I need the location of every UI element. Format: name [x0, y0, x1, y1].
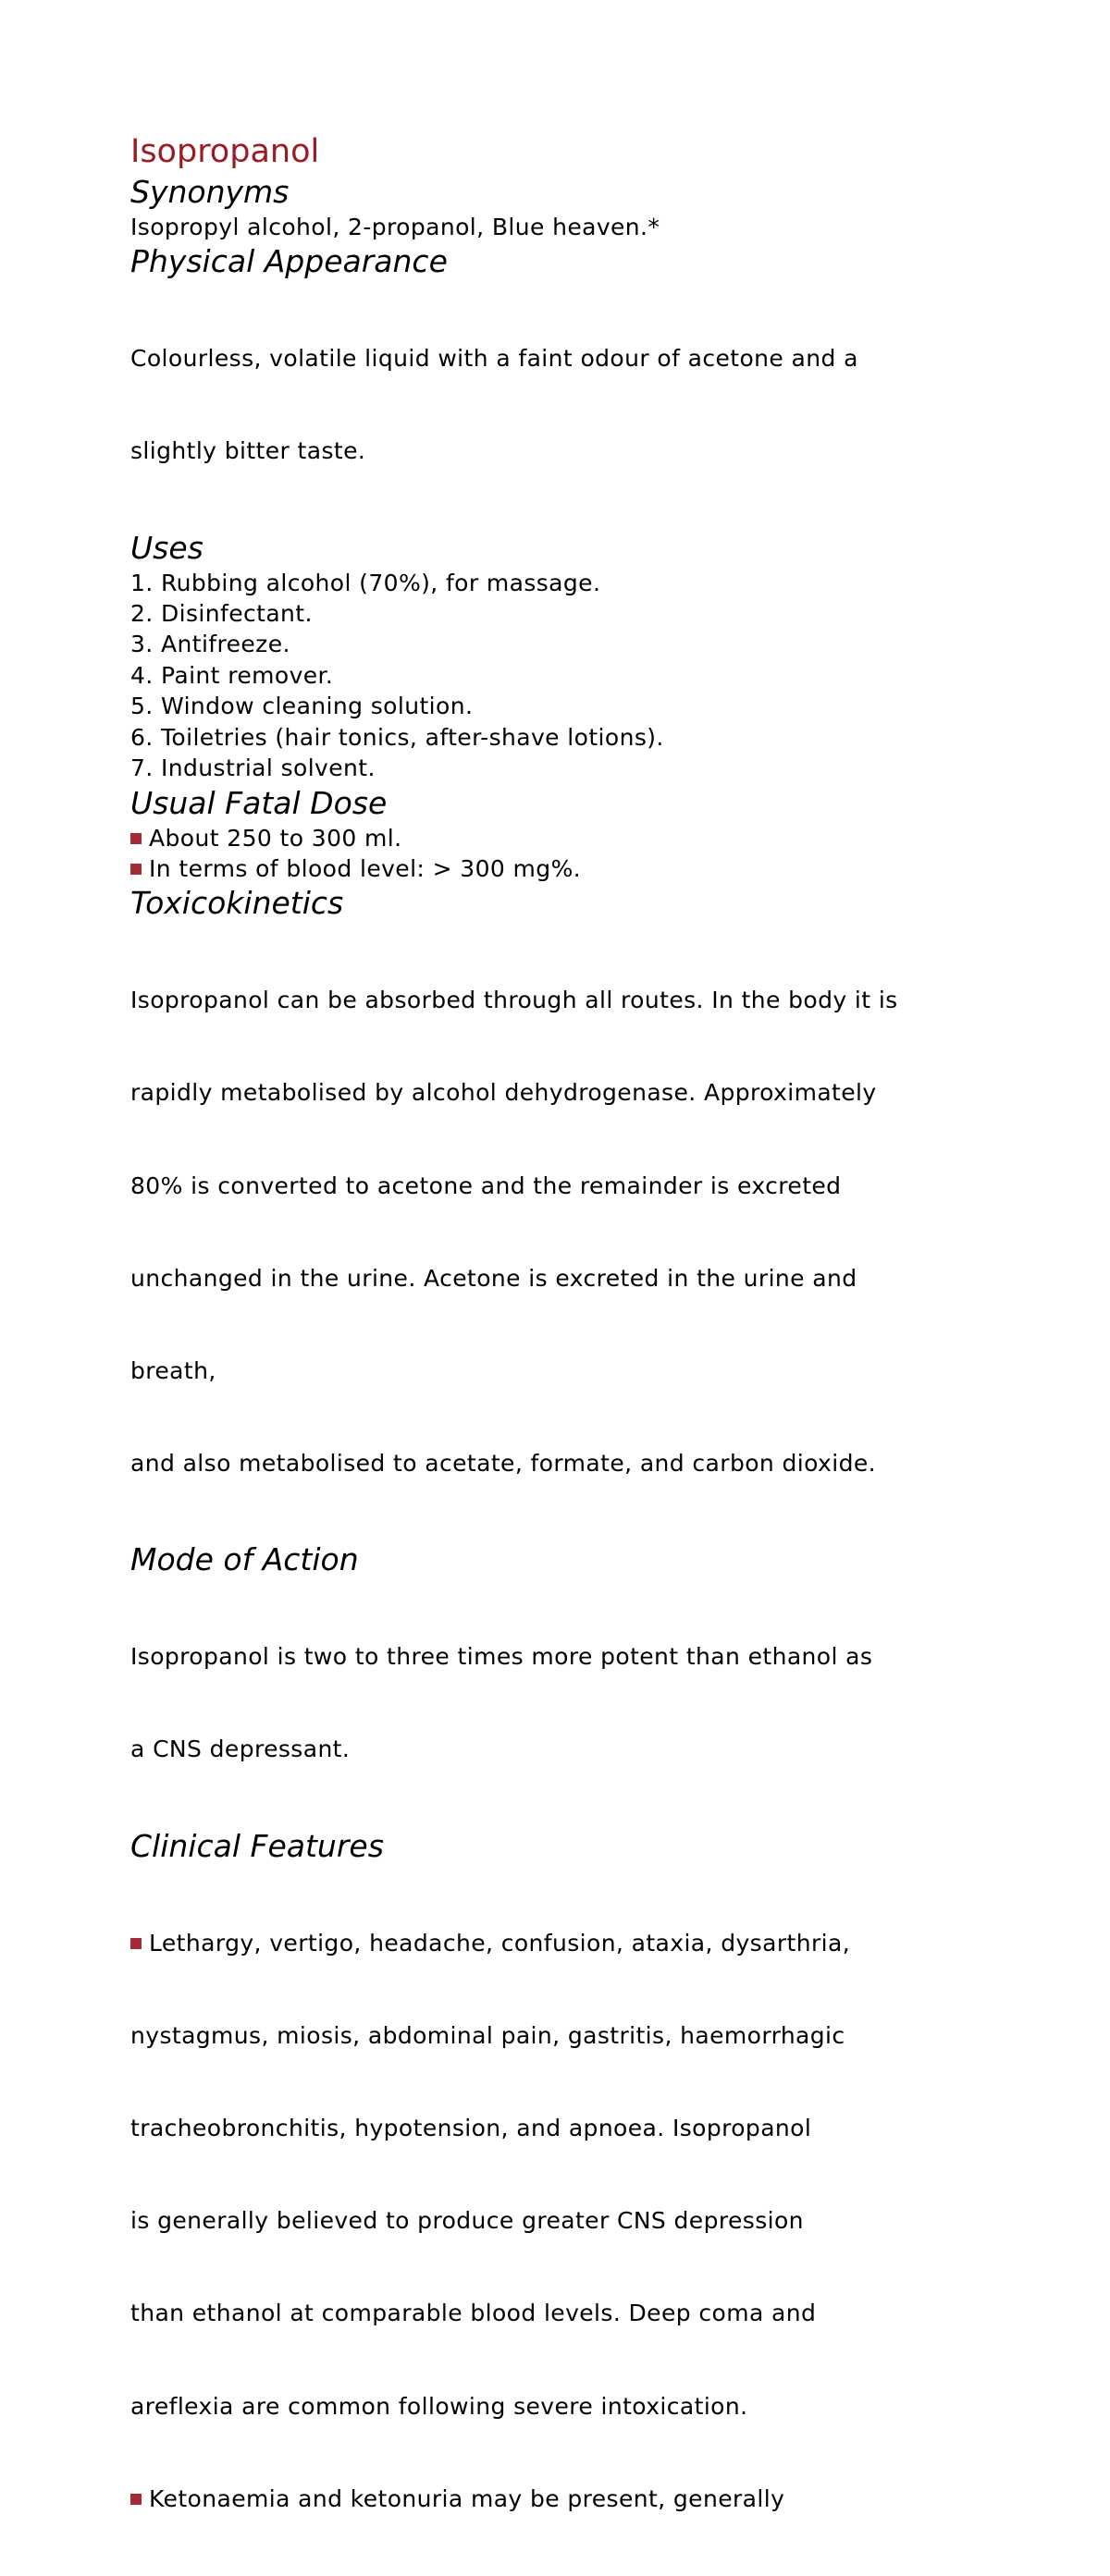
text-line: than ethanol at comparable blood levels. Deep coma and — [130, 2300, 817, 2327]
square-bullet-icon — [130, 1938, 142, 1949]
text-line: areflexia are common following severe intoxication. — [130, 2392, 748, 2420]
physical-appearance-text — [130, 281, 1055, 528]
text-line: nystagmus, miosis, abdominal pain, gastritis, haemorrhagic — [130, 2021, 845, 2049]
text-line: tracheobronchitis, hypotension, and apnoea. Isopropanol — [130, 2114, 812, 2141]
toxicokinetics-text — [130, 923, 1055, 1540]
uses-item: 6. Toiletries (hair tonics, after-shave lotions). — [130, 723, 664, 751]
synonyms-heading: Synonyms — [130, 174, 290, 210]
uses-item: 4. Paint remover. — [130, 661, 334, 689]
fatal-dose-list — [130, 823, 1055, 885]
text-line: Isopropanol can be absorbed through all routes. In the body it is — [130, 987, 898, 1014]
mode-of-action-text — [130, 1579, 1055, 1826]
synonyms-text: Isopropyl alcohol, 2-propanol, Blue heaven.* — [130, 214, 660, 240]
text-line: rapidly metabolised by alcohol dehydrogenase. Approximately — [130, 1079, 877, 1107]
uses-item: 5. Window cleaning solution. — [130, 693, 474, 720]
square-bullet-icon — [130, 2494, 142, 2505]
document-title: Isopropanol — [130, 133, 320, 170]
fatal-dose-item — [130, 853, 1055, 884]
text-line: Colourless, volatile liquid with a faint odour of acetone and a — [130, 345, 858, 373]
square-bullet-icon — [130, 833, 142, 844]
text-line: is generally believed to produce greater CNS depression — [130, 2207, 804, 2235]
clinical-feature-text: Ketonaemia and ketonuria may be present, generally — [149, 2484, 785, 2512]
clinical-features-text — [130, 1866, 1055, 2576]
text-line: a CNS depressant. — [130, 1736, 351, 1763]
text-line: breath, — [130, 1357, 216, 1384]
text-line: slightly bitter taste. — [130, 437, 366, 465]
uses-heading: Uses — [130, 529, 204, 566]
text-line — [130, 2484, 1055, 2514]
clinical-features-heading: Clinical Features — [130, 1827, 384, 1864]
text-line: and also metabolised to acetate, formate, and carbon dioxide. — [130, 1450, 876, 1478]
uses-item: 2. Disinfectant. — [130, 600, 313, 628]
text-line — [130, 1928, 1055, 1958]
document-page — [130, 130, 1055, 2576]
uses-item: 7. Industrial solvent. — [130, 754, 376, 782]
mode-of-action-heading: Mode of Action — [130, 1541, 359, 1578]
text-line: 80% is converted to acetone and the remainder is excreted — [130, 1171, 842, 1199]
usual-fatal-dose-heading: Usual Fatal Dose — [130, 784, 388, 821]
fatal-dose-text: In terms of blood level: > 300 mg%. — [149, 854, 582, 882]
fatal-dose-item — [130, 823, 1055, 853]
uses-list — [130, 568, 1055, 784]
text-line: Isopropanol is two to three times more potent than ethanol as — [130, 1643, 873, 1671]
clinical-feature-text: Lethargy, vertigo, headache, confusion, ataxia, dysarthria, — [149, 1929, 851, 1957]
uses-item: 1. Rubbing alcohol (70%), for massage. — [130, 569, 601, 596]
text-line: unchanged in the urine. Acetone is excreted in the urine and — [130, 1264, 857, 1292]
square-bullet-icon — [130, 864, 142, 875]
physical-appearance-heading: Physical Appearance — [130, 243, 448, 280]
toxicokinetics-heading: Toxicokinetics — [130, 885, 344, 922]
fatal-dose-text: About 250 to 300 ml. — [149, 824, 402, 852]
uses-item: 3. Antifreeze. — [130, 631, 290, 658]
